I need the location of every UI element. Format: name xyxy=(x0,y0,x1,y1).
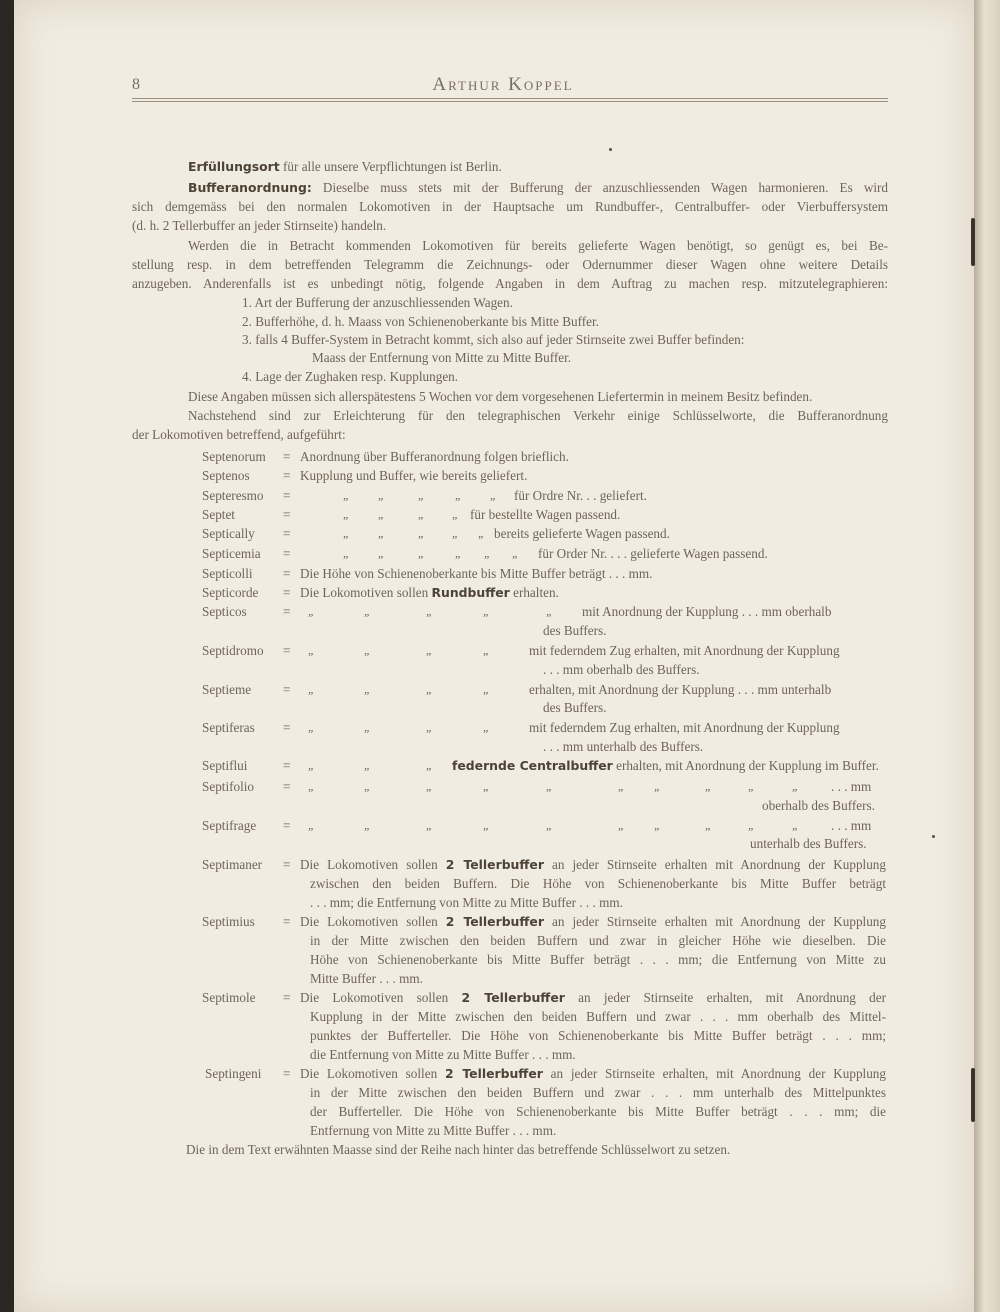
heading-erfuellungsort: Erfüllungsort xyxy=(188,159,280,174)
ditto-mark: „ xyxy=(455,546,462,560)
code-meaning-continuation: . . . mm unterhalb des Buffers. xyxy=(543,739,704,754)
code-word: Septicorde xyxy=(202,585,259,600)
code-word: Septicemia xyxy=(202,546,261,561)
ditto-mark: „ xyxy=(308,779,315,793)
code-meaning-continuation: in der Mitte zwischen den beiden Buffern und zwar . . . mm unterhalb des Mittelpunktes xyxy=(310,1085,886,1100)
running-title: Arthur Koppel xyxy=(432,74,574,95)
ditto-mark: „ xyxy=(654,818,661,832)
meaning-bold: Rundbuffer xyxy=(431,585,510,600)
code-word: Septeresmo xyxy=(202,488,264,503)
ditto-mark: „ xyxy=(483,604,490,618)
ditto-mark: „ xyxy=(418,526,425,540)
code-meaning-continuation: des Buffers. xyxy=(543,700,607,715)
ditto-mark: „ xyxy=(455,488,462,502)
ditto-mark: „ xyxy=(426,818,433,832)
codes-intro-line-2: der Lokomotiven betreffend, aufgeführt: xyxy=(132,427,346,442)
order-paragraph-line-2: stellung resp. in dem betreffenden Telegramm die Zeichnungs- oder Odernummer dieser Wagen ohne weitere Details xyxy=(132,257,888,272)
ditto-mark: „ xyxy=(452,507,459,521)
code-meaning-continuation: oberhalb des Buffers. xyxy=(762,798,875,813)
code-word: Septimius xyxy=(202,914,255,929)
equals-sign: = xyxy=(283,585,291,600)
code-meaning: mit federndem Zug erhalten, mit Anordnung der Kupplung xyxy=(529,643,840,658)
buffer-paragraph-line-3: (d. h. 2 Tellerbuffer an jeder Stirnseite) handeln. xyxy=(132,218,387,233)
ditto-mark: „ xyxy=(483,720,490,734)
paragraph-text: für alle unsere Verpflichtungen ist Berlin. xyxy=(283,159,502,174)
code-word: Septicos xyxy=(202,604,247,619)
meaning-bold: 2 Tellerbuffer xyxy=(445,914,544,929)
equals-sign: = xyxy=(283,507,291,522)
ditto-mark: „ xyxy=(364,818,371,832)
list-item: 2. Bufferhöhe, d. h. Maass von Schienenoberkante bis Mitte Buffer. xyxy=(242,314,599,329)
running-header xyxy=(118,76,888,106)
equals-sign: = xyxy=(283,857,291,872)
ditto-mark: „ xyxy=(364,682,371,696)
code-word: Septimole xyxy=(202,990,256,1005)
paragraph-text: Dieselbe muss stets mit der Bufferung der anzuschliessenden Wagen harmonieren. Es wird xyxy=(322,180,889,195)
code-word: Septingeni xyxy=(205,1066,262,1081)
code-meaning: mit Anordnung der Kupplung . . . mm oberhalb xyxy=(582,604,832,619)
meaning-text: an jeder Stirnseite erhalten, mit Anordnung der xyxy=(578,990,887,1005)
ditto-mark: „ xyxy=(418,507,425,521)
code-meaning xyxy=(300,988,886,1007)
ditto-mark: „ xyxy=(748,818,755,832)
ditto-mark: „ xyxy=(546,604,553,618)
meaning-bold: federnde Centralbuffer xyxy=(452,758,613,773)
code-word: Septieme xyxy=(202,682,252,697)
ditto-mark: „ xyxy=(364,720,371,734)
ditto-mark: „ xyxy=(546,818,553,832)
ditto-mark: „ xyxy=(364,758,371,772)
code-meaning: für Ordre Nr. . . geliefert. xyxy=(514,488,647,503)
ditto-mark: „ xyxy=(308,758,315,772)
ditto-mark: „ xyxy=(308,682,315,696)
ditto-mark: „ xyxy=(343,526,350,540)
code-word: Septiflui xyxy=(202,758,248,773)
meaning-text: Die Lokomotiven sollen xyxy=(300,857,438,872)
code-word: Septifolio xyxy=(202,779,255,794)
code-meaning-continuation: punktes der Bufferteller. Die Höhe von Schienenoberkante bis Mitte Buffer beträgt . . . mm; xyxy=(310,1028,886,1043)
equals-sign: = xyxy=(283,914,291,929)
header-rule-top xyxy=(132,98,888,99)
meaning-text: erhalten, mit Anordnung der Kupplung im Buffer. xyxy=(616,758,879,773)
page-number: 8 xyxy=(132,76,140,93)
list-item-continuation: Maass der Entfernung von Mitte zu Mitte Buffer. xyxy=(312,350,572,365)
code-word: Septicolli xyxy=(202,566,253,581)
binding-clip-bottom xyxy=(971,1068,975,1122)
ditto-mark: „ xyxy=(378,507,385,521)
ditto-mark: „ xyxy=(426,758,433,772)
code-meaning-continuation: in der Mitte zwischen den beiden Buffern und zwar in gleicher Höhe wie dieselben. Die xyxy=(310,933,886,948)
ditto-mark: „ xyxy=(343,546,350,560)
meaning-text: an jeder Stirnseite erhalten, mit Anordnung der Kupplung xyxy=(550,1066,886,1081)
ditto-mark: „ xyxy=(426,643,433,657)
meaning-text: Die Lokomotiven sollen xyxy=(300,585,429,600)
code-meaning-continuation: Kupplung in der Mitte zwischen den beiden Buffern und zwar . . . mm oberhalb des Mittel- xyxy=(310,1009,886,1024)
ditto-mark: „ xyxy=(426,720,433,734)
equals-sign: = xyxy=(283,682,291,697)
code-meaning-continuation: unterhalb des Buffers. xyxy=(750,836,867,851)
code-word: Septiferas xyxy=(202,720,255,735)
buffer-paragraph-line-1 xyxy=(188,178,888,197)
ditto-mark: „ xyxy=(426,604,433,618)
ditto-mark: „ xyxy=(748,779,755,793)
meaning-text: Die Lokomotiven sollen xyxy=(300,1066,438,1081)
scan-speck xyxy=(932,835,935,838)
code-meaning-continuation: des Buffers. xyxy=(543,623,607,638)
ditto-mark: „ xyxy=(426,779,433,793)
ditto-mark: „ xyxy=(483,643,490,657)
ditto-mark: „ xyxy=(364,643,371,657)
ditto-mark: „ xyxy=(546,779,553,793)
meaning-text: erhalten. xyxy=(513,585,559,600)
meaning-text: an jeder Stirnseite erhalten mit Anordnung der Kupplung xyxy=(552,914,886,929)
equals-sign: = xyxy=(283,758,291,773)
header-rule-bottom xyxy=(132,101,888,102)
equals-sign: = xyxy=(283,468,291,483)
ditto-mark: „ xyxy=(512,546,519,560)
meaning-bold: 2 Tellerbuffer xyxy=(445,857,544,872)
meaning-text: an jeder Stirnseite erhalten mit Anordnung der Kupplung xyxy=(552,857,886,872)
equals-sign: = xyxy=(283,566,291,581)
code-meaning xyxy=(300,855,886,874)
ditto-mark: „ xyxy=(705,779,712,793)
equals-sign: = xyxy=(283,526,291,541)
equals-sign: = xyxy=(283,643,291,658)
code-meaning xyxy=(300,583,559,602)
code-meaning: Anordnung über Bufferanordnung folgen brieflich. xyxy=(300,449,569,464)
ditto-mark: „ xyxy=(792,818,799,832)
code-meaning: . . . mm xyxy=(831,779,872,794)
code-meaning: Kupplung und Buffer, wie bereits geliefert. xyxy=(300,468,528,483)
code-meaning: erhalten, mit Anordnung der Kupplung . . . mm unterhalb xyxy=(529,682,832,697)
code-word: Septenos xyxy=(202,468,250,483)
ditto-mark: „ xyxy=(308,643,315,657)
code-meaning-continuation: Entfernung von Mitte zu Mitte Buffer . . . mm. xyxy=(310,1123,557,1138)
code-meaning: . . . mm xyxy=(831,818,872,833)
code-meaning: mit federndem Zug erhalten, mit Anordnung der Kupplung xyxy=(529,720,840,735)
code-meaning-continuation: Mitte Buffer . . . mm. xyxy=(310,971,423,986)
code-meaning xyxy=(300,1064,886,1083)
equals-sign: = xyxy=(283,488,291,503)
code-word: Septimaner xyxy=(202,857,263,872)
deadline-paragraph: Diese Angaben müssen sich allerspätestens 5 Wochen vor dem vorgesehenen Liefertermin in meinem Besitz befinden. xyxy=(188,389,813,404)
code-word: Septidromo xyxy=(202,643,264,658)
ditto-mark: „ xyxy=(426,682,433,696)
ditto-mark: „ xyxy=(490,488,497,502)
ditto-mark: „ xyxy=(483,779,490,793)
list-item: 1. Art der Bufferung der anzuschliessenden Wagen. xyxy=(242,295,513,310)
equals-sign: = xyxy=(283,818,291,833)
equals-sign: = xyxy=(283,546,291,561)
order-paragraph-line-3: anzugeben. Anderenfalls ist es unbedingt nötig, folgende Angaben in dem Auftrag zu machen resp. mitzutelegraphieren: xyxy=(132,276,888,291)
code-meaning-continuation: . . . mm oberhalb des Buffers. xyxy=(543,662,700,677)
code-meaning-continuation: Höhe von Schienenoberkante bis Mitte Buffer beträgt . . . mm; die Entfernung von Mitte zu xyxy=(310,952,886,967)
order-paragraph-line-1: Werden die in Betracht kommenden Lokomotiven für bereits gelieferte Wagen benötigt, so genügt es, bei Be- xyxy=(188,238,888,253)
code-meaning: bereits gelieferte Wagen passend. xyxy=(494,526,670,541)
ditto-mark: „ xyxy=(705,818,712,832)
ditto-mark: „ xyxy=(378,546,385,560)
equals-sign: = xyxy=(283,779,291,794)
ditto-mark: „ xyxy=(343,507,350,521)
code-word: Septenorum xyxy=(202,449,266,464)
meaning-bold: 2 Tellerbuffer xyxy=(461,990,565,1005)
ditto-mark: „ xyxy=(378,526,385,540)
ditto-mark: „ xyxy=(452,526,459,540)
code-meaning xyxy=(452,756,879,775)
meaning-bold: 2 Tellerbuffer xyxy=(444,1066,543,1081)
ditto-mark: „ xyxy=(418,488,425,502)
ditto-mark: „ xyxy=(364,779,371,793)
closing-sentence: Die in dem Text erwähnten Maasse sind der Reihe nach hinter das betreffende Schlüsselwort zu setzen. xyxy=(186,1142,731,1157)
ditto-mark: „ xyxy=(308,818,315,832)
equals-sign: = xyxy=(283,604,291,619)
equals-sign: = xyxy=(283,990,291,1005)
ditto-mark: „ xyxy=(618,779,625,793)
ditto-mark: „ xyxy=(483,682,490,696)
code-meaning xyxy=(300,912,886,931)
code-meaning: für Order Nr. . . . gelieferte Wagen passend. xyxy=(538,546,768,561)
ditto-mark: „ xyxy=(343,488,350,502)
ditto-mark: „ xyxy=(654,779,661,793)
ditto-mark: „ xyxy=(308,720,315,734)
list-item: 3. falls 4 Buffer-System in Betracht kommt, sich also auf jeder Stirnseite zwei Buffer befinden: xyxy=(242,332,745,347)
paragraph-place-of-fulfilment xyxy=(188,157,502,176)
code-meaning-continuation: . . . mm; die Entfernung von Mitte zu Mitte Buffer . . . mm. xyxy=(310,895,623,910)
facing-page-edge xyxy=(974,0,1000,1312)
ditto-mark: „ xyxy=(364,604,371,618)
binding-clip-top xyxy=(971,218,975,266)
code-meaning-continuation: zwischen den beiden Buffern. Die Höhe von Schienenoberkante bis Mitte Buffer beträgt xyxy=(310,876,886,891)
equals-sign: = xyxy=(283,449,291,464)
code-meaning-continuation: der Bufferteller. Die Höhe von Schienenoberkante bis Mitte Buffer beträgt . . . mm; die xyxy=(310,1104,886,1119)
ditto-mark: „ xyxy=(308,604,315,618)
code-meaning: Die Höhe von Schienenoberkante bis Mitte Buffer beträgt . . . mm. xyxy=(300,566,653,581)
ditto-mark: „ xyxy=(484,546,491,560)
meaning-text: Die Lokomotiven sollen xyxy=(300,990,449,1005)
code-meaning: für bestellte Wagen passend. xyxy=(470,507,621,522)
code-word: Septifrage xyxy=(202,818,257,833)
codes-intro-line-1: Nachstehend sind zur Erleichterung für den telegraphischen Verkehr einige Schlüsselworte, die Bufferanordnung xyxy=(188,408,888,423)
equals-sign: = xyxy=(283,720,291,735)
ditto-mark: „ xyxy=(418,546,425,560)
heading-bufferanordnung: Bufferanordnung: xyxy=(188,180,312,195)
ditto-mark: „ xyxy=(483,818,490,832)
scan-speck xyxy=(609,148,612,151)
list-item: 4. Lage der Zughaken resp. Kupplungen. xyxy=(242,369,459,384)
buffer-paragraph-line-2: sich demgemäss bei den normalen Lokomotiven in der Hauptsache um Rundbuffer-, Centralbuffer- oder Vierbuffersystem xyxy=(132,199,888,214)
ditto-mark: „ xyxy=(618,818,625,832)
code-word: Septet xyxy=(202,507,235,522)
ditto-mark: „ xyxy=(478,526,485,540)
code-word: Septically xyxy=(202,526,255,541)
ditto-mark: „ xyxy=(378,488,385,502)
meaning-text: Die Lokomotiven sollen xyxy=(300,914,438,929)
equals-sign: = xyxy=(283,1066,291,1081)
ditto-mark: „ xyxy=(792,779,799,793)
code-meaning-continuation: die Entfernung von Mitte zu Mitte Buffer . . . mm. xyxy=(310,1047,576,1062)
